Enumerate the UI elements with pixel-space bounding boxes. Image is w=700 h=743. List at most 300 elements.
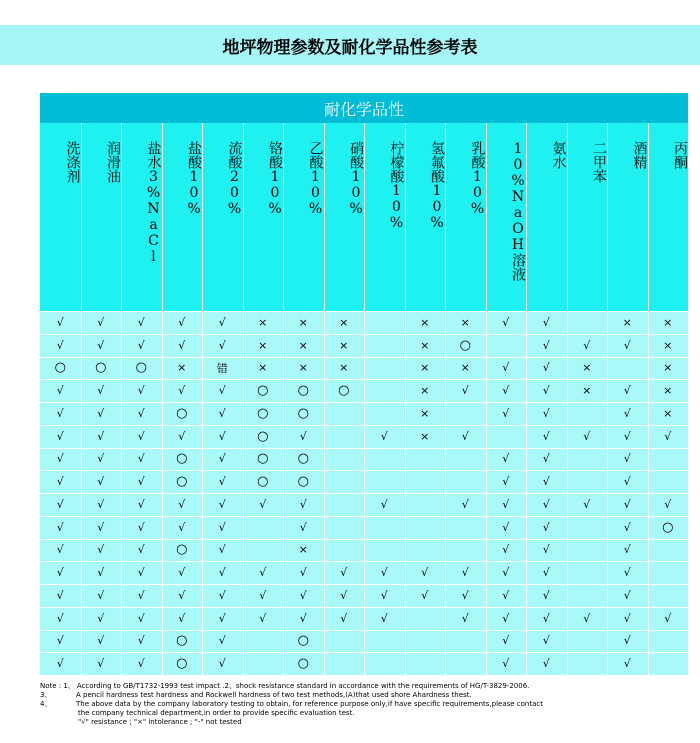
grid-line [567,123,568,675]
table-cell [324,470,365,493]
table-cell [364,402,405,425]
table-cell: √ [664,611,672,625]
table-cell: √ [380,566,388,580]
grid-line [364,123,365,675]
table-cell: √ [542,384,550,398]
table-cell [405,516,446,539]
table-cell [405,539,446,562]
table-cell: √ [502,520,510,534]
page-title: 地坪物理参数及耐化学品性参考表 [222,38,478,58]
table-cell [648,561,689,584]
column-header [121,123,162,311]
table-cell: √ [97,429,105,443]
grid-line [40,493,688,494]
table-cell: √ [218,543,226,557]
table-cell: √ [542,634,550,648]
table-cell [445,539,486,562]
column-header [364,123,405,311]
table-cell [445,516,486,539]
note-text: "√" resistance ; "×" intolerance ; "-" not tested [78,718,242,726]
table-cell: × [339,361,349,375]
table-cell: √ [664,429,672,443]
grid-line [202,123,203,675]
grid-line [40,675,688,676]
grid-line [648,123,649,675]
table-cell [324,425,365,448]
note-text: The above data by the company laboratory testing to obtain, for reference purpose only,if have specific requirements,please contact [76,700,544,708]
table-cell: √ [137,657,145,671]
grid-line [40,516,688,517]
grid-line [40,652,688,653]
grid-line [162,123,163,675]
table-cell: √ [218,634,226,648]
table-cell: × [663,338,673,352]
table-cell [405,493,446,516]
table-cell: × [298,361,308,375]
table-cell [567,402,608,425]
table-cell: × [420,384,430,398]
grid-line [243,123,244,675]
table-cell: × [298,543,308,557]
grid-line [445,123,446,675]
grid-line [40,311,688,312]
table-cell: √ [340,588,348,602]
table-cell: √ [97,520,105,534]
table-cell: √ [259,566,267,580]
table-cell: √ [502,406,510,420]
table-cell: √ [502,657,510,671]
grid-line [40,402,688,403]
table-cell: √ [542,566,550,580]
table-cell [364,630,405,653]
table-cell: √ [56,429,64,443]
table-cell: √ [218,588,226,602]
table-cell: √ [178,497,186,511]
table-cell: √ [542,520,550,534]
table-cell: √ [56,657,64,671]
table-cell: √ [542,611,550,625]
grid-line [81,123,82,675]
grid-line [324,123,325,675]
note-line [40,709,690,718]
table-cell: √ [502,497,510,511]
table-cell: ○ [54,360,66,376]
table-cell: √ [218,520,226,534]
table-cell: √ [56,497,64,511]
table-cell: √ [56,384,64,398]
table-cell: √ [56,452,64,466]
table-cell [445,402,486,425]
column-header-label: 硝酸10% [348,141,364,217]
table-cell: √ [461,566,469,580]
table-cell: √ [97,384,105,398]
table-cell: √ [502,543,510,557]
grid-line [405,123,406,675]
table-cell [648,539,689,562]
table-cell: × [460,361,470,375]
note-prefix: 4、 [40,700,52,708]
table-cell: √ [542,452,550,466]
column-header [243,123,284,311]
table-cell: √ [542,429,550,443]
table-cell [567,652,608,675]
table-cell: √ [623,520,631,534]
note-text: the company technical department,in order to provide specific evaluation test. [78,709,355,717]
table-cell: √ [380,588,388,602]
table-cell: √ [583,338,591,352]
table-cell [405,470,446,493]
table-cell: √ [97,611,105,625]
table-cell: ○ [176,633,188,649]
table-cell: √ [542,497,550,511]
table-cell: × [663,315,673,329]
column-header [445,123,486,311]
table-cell: √ [137,475,145,489]
column-header [81,123,122,311]
table-cell: √ [97,634,105,648]
grid-line [283,123,284,675]
grid-line [40,607,688,608]
table-cell: √ [299,497,307,511]
table-cell: √ [97,497,105,511]
table-cell: √ [218,315,226,329]
table-cell: √ [502,452,510,466]
table-cell: √ [623,497,631,511]
table-cell: √ [218,475,226,489]
table-cell: √ [56,634,64,648]
table-cell: × [582,361,592,375]
table-cell: ○ [338,383,350,399]
table-cell [364,470,405,493]
table-cell [567,448,608,471]
table-cell [324,652,365,675]
column-header-label: 盐水3%NaCl [145,141,162,265]
table-cell: ○ [176,474,188,490]
table-cell: √ [623,475,631,489]
note-line [40,718,690,727]
table-cell: √ [218,429,226,443]
note-line [40,691,690,700]
table-cell: √ [56,406,64,420]
table-cell [405,448,446,471]
table-cell [243,652,284,675]
table-cell [324,539,365,562]
table-cell: √ [461,611,469,625]
column-header-label: 乳酸10% [469,141,486,217]
column-header [526,123,567,311]
column-header [202,123,243,311]
grid-line [121,123,122,675]
table-cell [324,402,365,425]
note-line [40,682,690,691]
table-cell: √ [218,384,226,398]
table-cell: √ [340,566,348,580]
table-cell: ○ [297,656,309,672]
table-cell: √ [502,384,510,398]
note-line [40,700,690,709]
grid-line [607,123,608,675]
table-cell: √ [421,566,429,580]
table-cell: √ [137,520,145,534]
table-cell [324,516,365,539]
table-cell: √ [380,611,388,625]
table-cell: √ [97,588,105,602]
table-cell: √ [461,384,469,398]
table-cell: √ [299,520,307,534]
table-cell [364,448,405,471]
table-cell: √ [137,611,145,625]
table-cell: √ [542,406,550,420]
table-cell [364,539,405,562]
column-header-label: 铬酸10% [267,141,283,217]
grid-line [486,123,487,675]
table-cell [486,425,527,448]
table-cell: √ [178,429,186,443]
column-header [324,123,365,311]
table-cell: √ [137,566,145,580]
table-cell: √ [623,384,631,398]
grid-line [40,448,688,449]
table-cell [648,584,689,607]
table-cell: √ [97,657,105,671]
table-cell: √ [542,588,550,602]
table-cell [364,311,405,334]
table-cell [567,311,608,334]
table-cell: ○ [176,405,188,421]
table-cell: √ [623,611,631,625]
column-header [283,123,324,311]
column-header [405,123,446,311]
table-cell: √ [56,520,64,534]
table-cell [567,630,608,653]
table-cell: × [663,406,673,420]
table-cell [445,630,486,653]
table-cell [243,630,284,653]
table-cell [648,448,689,471]
table-cell: √ [502,315,510,329]
table-cell: √ [178,588,186,602]
table-cell: ○ [257,474,269,490]
table-cell [567,561,608,584]
table-cell: ○ [257,428,269,444]
table-cell: × [258,315,268,329]
table-cell: √ [137,384,145,398]
table-cell [567,470,608,493]
table-cell: √ [502,588,510,602]
table-cell: √ [502,475,510,489]
table-cell: √ [178,315,186,329]
table-cell [445,652,486,675]
table-cell: ○ [95,360,107,376]
table-cell: × [420,406,430,420]
table-cell: √ [421,588,429,602]
table-cell: ○ [257,451,269,467]
table-cell: ○ [176,451,188,467]
table-cell [243,516,284,539]
note-prefix: Note : 1、 [40,682,75,690]
table-cell: √ [56,566,64,580]
table-cell: √ [56,315,64,329]
table-cell: × [177,361,187,375]
table-cell: √ [623,338,631,352]
table-cell: × [258,361,268,375]
table-cell [324,448,365,471]
table-cell: √ [56,543,64,557]
table-cell [445,470,486,493]
table-cell: √ [380,429,388,443]
table-cell: × [339,338,349,352]
table-cell [364,334,405,357]
column-header-label: 柠檬酸10% [388,141,405,231]
table-cell: √ [259,588,267,602]
table-cell: √ [542,338,550,352]
table-cell: √ [137,497,145,511]
grid-line [40,470,688,471]
table-cell [364,516,405,539]
table-cell: √ [380,497,388,511]
table-cell: √ [502,566,510,580]
grid-line [40,561,688,562]
table-cell: × [663,361,673,375]
column-header [567,123,608,311]
grid-line [40,539,688,540]
column-header [486,123,527,311]
table-cell: √ [97,406,105,420]
grid-line [40,334,688,335]
column-header-label: 10%NaOH溶液 [510,141,526,281]
table-cell: √ [97,338,105,352]
table-cell: × [420,429,430,443]
table-cell: √ [218,657,226,671]
table-cell: √ [137,588,145,602]
table-cell: √ [623,588,631,602]
table-cell: √ [542,475,550,489]
table-cell: × [420,338,430,352]
table-cell: × [663,384,673,398]
grid-line [526,123,527,675]
table-cell: √ [56,338,64,352]
table-cell: √ [97,566,105,580]
table-cell: √ [97,452,105,466]
table-cell: √ [137,429,145,443]
table-cell [445,448,486,471]
table-cell: √ [137,406,145,420]
table-cell: √ [218,338,226,352]
table-cell: ○ [257,405,269,421]
table-cell: √ [218,452,226,466]
table-cell: × [582,384,592,398]
table-cell: √ [461,588,469,602]
table-cell: √ [623,634,631,648]
column-header [162,123,203,311]
table-cell: √ [178,611,186,625]
table-cell: ○ [662,519,674,535]
column-header [607,123,648,311]
table-cell: √ [502,361,510,375]
table-cell: √ [340,611,348,625]
table-cell: √ [178,338,186,352]
grid-line [40,584,688,585]
table-cell [405,652,446,675]
table-cell: √ [502,634,510,648]
table-cell: ○ [297,451,309,467]
table-cell: ○ [297,405,309,421]
table-cell: ○ [257,383,269,399]
table-cell: ○ [297,383,309,399]
note-text: A pencil hardness test hardness and Rockwell hardness of two test methods,(A)that used shore Ahardness thest. [76,691,472,699]
title-bar [0,25,700,65]
table-cell: ○ [297,474,309,490]
table-cell: √ [623,429,631,443]
table-cell: √ [137,452,145,466]
table-cell [324,493,365,516]
grid-line [40,425,688,426]
grid-line [40,630,688,631]
table-cell: × [339,315,349,329]
table-cell [648,630,689,653]
table-cell: √ [542,543,550,557]
chemical-resistance-table [40,93,688,675]
table-cell [648,470,689,493]
column-header-label: 乙酸10% [307,141,324,217]
table-cell: √ [56,475,64,489]
table-cell: √ [97,315,105,329]
table-cell: √ [461,497,469,511]
table-cell: √ [56,611,64,625]
table-cell: √ [299,429,307,443]
table-cell: √ [137,315,145,329]
table-cell: ○ [297,633,309,649]
table-cell: 错 [216,361,228,375]
table-cell: √ [259,497,267,511]
table-cell: √ [218,566,226,580]
table-cell: √ [623,657,631,671]
table-cell: √ [583,497,591,511]
table-cell: × [298,315,308,329]
table-cell: × [420,315,430,329]
column-header [648,123,689,311]
table-cell: √ [299,588,307,602]
column-header-label: 二甲苯 [591,141,607,183]
table-cell [648,652,689,675]
grid-line [40,379,688,380]
table-cell: √ [461,429,469,443]
table-cell: × [460,315,470,329]
table-cell: √ [97,475,105,489]
table-cell: √ [623,452,631,466]
column-header-label: 酒精 [631,141,648,169]
table-cell: √ [218,611,226,625]
table-cell [405,630,446,653]
note-text: According to GB/T1732-1993 test impact .2、shock resistance standard in accordance with the requirements of HG/T-3829-2006. [76,682,530,690]
table-cell: √ [137,338,145,352]
table-cell [486,334,527,357]
table-cell: × [298,338,308,352]
table-cell: √ [583,429,591,443]
table-band-header [40,93,688,123]
column-header [40,123,81,311]
table-cell: √ [178,384,186,398]
table-cell [364,652,405,675]
table-cell: √ [299,611,307,625]
table-cell [243,539,284,562]
table-cell: ○ [176,542,188,558]
table-cell: × [258,338,268,352]
table-cell: √ [502,611,510,625]
table-cell: √ [583,611,591,625]
column-header-label: 润滑油 [105,141,121,183]
table-cell: ○ [135,360,147,376]
